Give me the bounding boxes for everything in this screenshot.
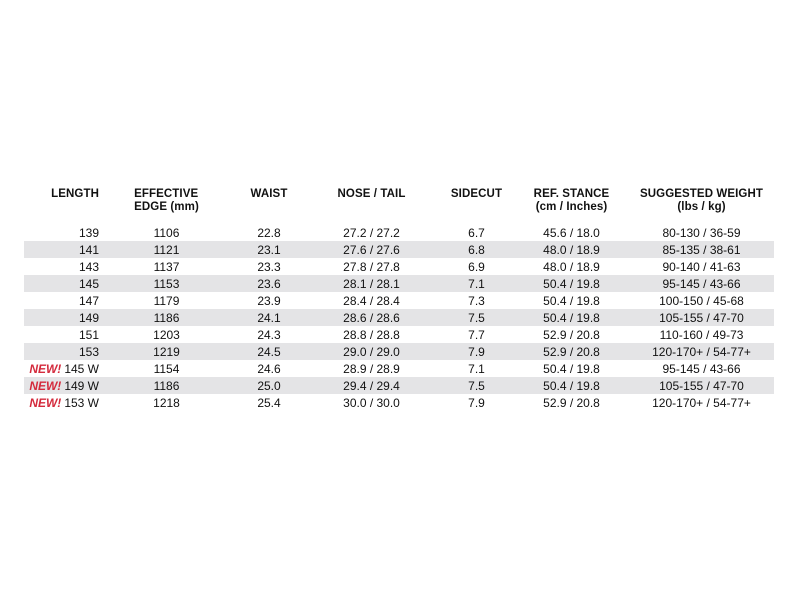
cell-waist: 23.1 (257, 242, 281, 257)
header-ref-stance-line1: REF. STANCE (533, 188, 610, 200)
cell-length (24, 379, 99, 393)
cell-sidecut: 7.5 (468, 378, 485, 393)
cell-ref-stance: 50.4 / 19.8 (543, 293, 600, 308)
cell-nose-tail: 29.4 / 29.4 (343, 378, 400, 393)
header-effective-edge-line2: EDGE (mm) (134, 201, 199, 213)
cell-effective-edge: 1154 (153, 361, 180, 376)
cell-length (24, 362, 99, 376)
cell-suggested-weight: 90-140 / 41-63 (662, 259, 741, 274)
cell-waist: 24.3 (257, 327, 281, 342)
cell-length (24, 396, 99, 410)
header-suggested-weight-line2: (lbs / kg) (677, 201, 726, 213)
table-body (24, 224, 774, 411)
cell-nose-tail: 27.6 / 27.6 (343, 242, 400, 257)
cell-effective-edge: 1186 (153, 378, 180, 393)
cell-ref-stance: 48.0 / 18.9 (543, 259, 600, 274)
header-sidecut: SIDECUT (450, 188, 503, 200)
cell-waist: 23.6 (257, 276, 281, 291)
cell-ref-stance: 52.9 / 20.8 (543, 344, 600, 359)
cell-effective-edge: 1137 (153, 259, 180, 274)
cell-length: 141 (78, 242, 99, 257)
cell-length: 147 (78, 293, 99, 308)
cell-effective-edge: 1179 (153, 293, 180, 308)
cell-suggested-weight: 105-155 / 47-70 (659, 378, 744, 393)
cell-sidecut: 7.9 (468, 344, 485, 359)
cell-nose-tail: 27.2 / 27.2 (343, 225, 400, 240)
cell-sidecut: 7.3 (468, 293, 485, 308)
cell-ref-stance: 50.4 / 19.8 (543, 361, 600, 376)
table-row (24, 343, 774, 360)
header-ref-stance (514, 188, 629, 214)
table-row (24, 241, 774, 258)
length-value: 145 W (64, 361, 99, 376)
cell-ref-stance: 50.4 / 19.8 (543, 276, 600, 291)
table-row (24, 360, 774, 377)
cell-sidecut: 7.1 (468, 361, 485, 376)
cell-length: 149 (78, 310, 99, 325)
length-value: 149 W (64, 378, 99, 393)
header-effective-edge-line1: EFFECTIVE (134, 188, 199, 200)
cell-length: 143 (78, 259, 99, 274)
header-suggested-weight-line1: SUGGESTED WEIGHT (640, 188, 763, 200)
cell-ref-stance: 48.0 / 18.9 (543, 242, 600, 257)
cell-waist: 22.8 (257, 225, 281, 240)
cell-waist: 24.1 (257, 310, 281, 325)
cell-suggested-weight: 120-170+ / 54-77+ (652, 395, 751, 410)
cell-ref-stance: 50.4 / 19.8 (543, 310, 600, 325)
cell-suggested-weight: 110-160 / 49-73 (659, 327, 744, 342)
cell-ref-stance: 45.6 / 18.0 (543, 225, 600, 240)
new-badge: NEW! (29, 395, 62, 410)
cell-suggested-weight: 80-130 / 36-59 (662, 225, 741, 240)
cell-effective-edge: 1186 (153, 310, 180, 325)
cell-effective-edge: 1106 (153, 225, 180, 240)
new-badge: NEW! (29, 378, 62, 393)
table-row (24, 326, 774, 343)
header-effective-edge (99, 188, 234, 214)
cell-waist: 24.6 (257, 361, 281, 376)
cell-nose-tail: 30.0 / 30.0 (343, 395, 400, 410)
cell-length: 139 (78, 225, 99, 240)
cell-nose-tail: 28.1 / 28.1 (343, 276, 400, 291)
cell-sidecut: 6.7 (468, 225, 485, 240)
cell-waist: 24.5 (257, 344, 281, 359)
new-badge: NEW! (29, 361, 62, 376)
cell-ref-stance: 52.9 / 20.8 (543, 395, 600, 410)
cell-sidecut: 7.9 (468, 395, 485, 410)
cell-sidecut: 7.5 (468, 310, 485, 325)
table-header-row (24, 188, 774, 224)
cell-suggested-weight: 85-135 / 38-61 (662, 242, 741, 257)
table-row (24, 224, 774, 241)
cell-nose-tail: 28.9 / 28.9 (343, 361, 400, 376)
header-waist: WAIST (250, 188, 288, 200)
cell-suggested-weight: 100-150 / 45-68 (659, 293, 744, 308)
cell-suggested-weight: 120-170+ / 54-77+ (652, 344, 751, 359)
table-row (24, 275, 774, 292)
table-row (24, 258, 774, 275)
spec-table (24, 188, 774, 411)
header-suggested-weight (629, 188, 774, 214)
cell-suggested-weight: 105-155 / 47-70 (659, 310, 744, 325)
length-value: 153 W (64, 395, 99, 410)
cell-nose-tail: 28.6 / 28.6 (343, 310, 400, 325)
cell-suggested-weight: 95-145 / 43-66 (662, 361, 741, 376)
cell-sidecut: 6.8 (468, 242, 485, 257)
cell-length: 151 (78, 327, 99, 342)
cell-sidecut: 7.1 (468, 276, 485, 291)
cell-suggested-weight: 95-145 / 43-66 (662, 276, 741, 291)
cell-nose-tail: 27.8 / 27.8 (343, 259, 400, 274)
cell-sidecut: 7.7 (468, 327, 485, 342)
cell-waist: 23.3 (257, 259, 281, 274)
table-row (24, 292, 774, 309)
table-row (24, 309, 774, 326)
cell-length: 145 (78, 276, 99, 291)
cell-nose-tail: 29.0 / 29.0 (343, 344, 400, 359)
cell-nose-tail: 28.8 / 28.8 (343, 327, 400, 342)
cell-nose-tail: 28.4 / 28.4 (343, 293, 400, 308)
cell-effective-edge: 1153 (153, 276, 180, 291)
header-nose-tail: NOSE / TAIL (337, 188, 406, 200)
header-length: LENGTH (51, 188, 99, 200)
table-row (24, 394, 774, 411)
cell-length: 153 (78, 344, 99, 359)
header-ref-stance-line2: (cm / Inches) (535, 201, 608, 213)
cell-waist: 25.4 (257, 395, 281, 410)
cell-waist: 23.9 (257, 293, 281, 308)
table-row (24, 377, 774, 394)
cell-effective-edge: 1218 (153, 395, 180, 410)
cell-effective-edge: 1203 (153, 327, 180, 342)
cell-effective-edge: 1121 (153, 242, 180, 257)
cell-ref-stance: 50.4 / 19.8 (543, 378, 600, 393)
cell-ref-stance: 52.9 / 20.8 (543, 327, 600, 342)
cell-sidecut: 6.9 (468, 259, 485, 274)
cell-effective-edge: 1219 (153, 344, 180, 359)
cell-waist: 25.0 (257, 378, 281, 393)
